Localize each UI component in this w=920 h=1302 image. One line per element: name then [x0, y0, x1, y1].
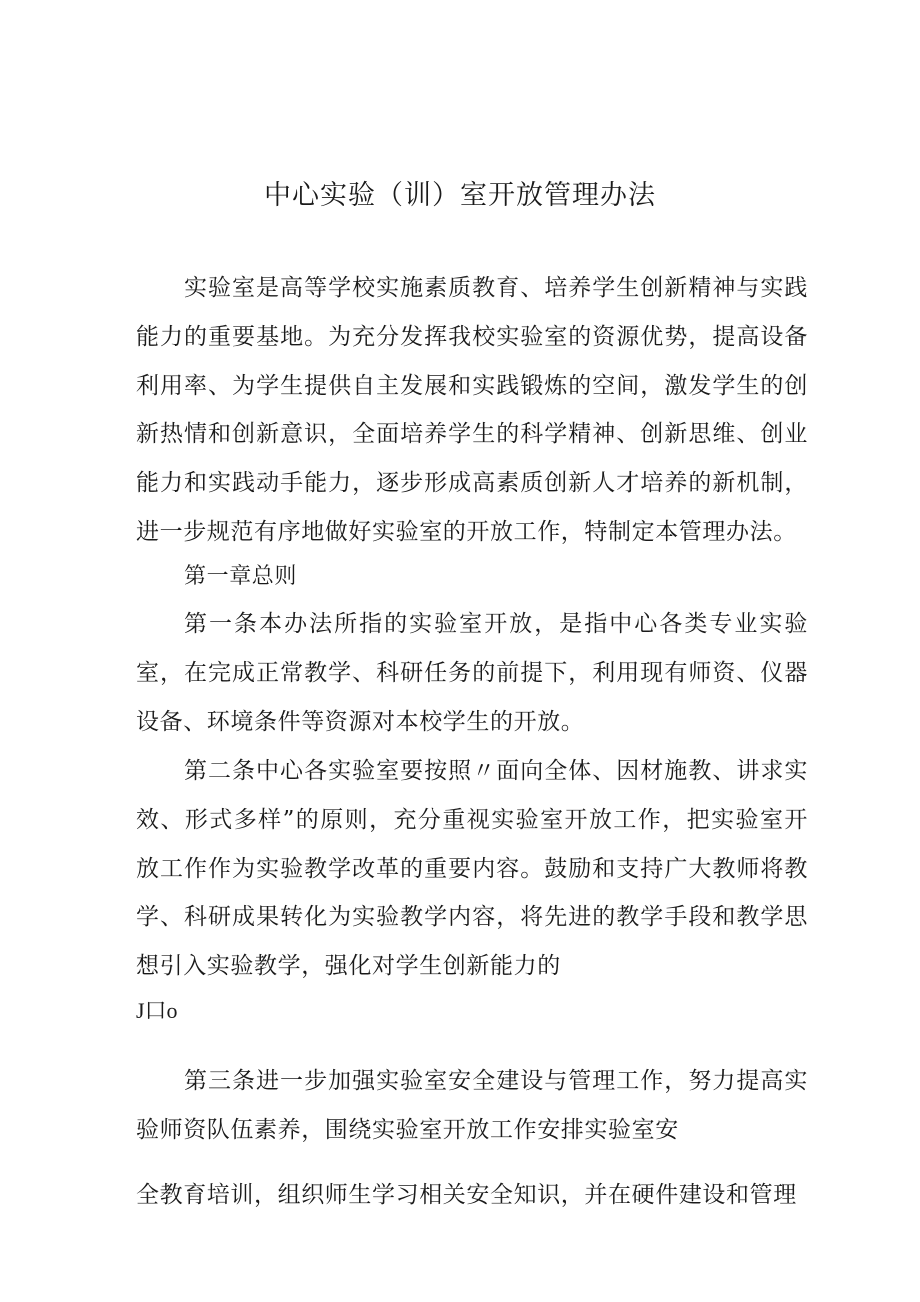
article-2-paragraph: 第二条中心各实验室要按照〃面向全体、因材施教、讲求实效、形式多样”的原则，充分重视实验室开放工作，把实验室开放工作作为实验教学改革的重要内容。鼓励和支持广大教师将教学、科研成果转化为实验教学内容，将先进的教学手段和教学思想引入实验教学，强化对学生创新能力的 [136, 758, 808, 980]
chapter-heading: 第一章总则 [184, 564, 298, 589]
continuation-text: 全教育培训，组织师生学习相关安全知识，并在硬件建设和管理 [136, 1182, 797, 1208]
article-1-paragraph: 第一条本办法所指的实验室开放，是指中心各类专业实验室，在完成正常教学、科研任务的前提下，利用现有师资、仪器设备、环境条件等资源对本校学生的开放。 [136, 611, 808, 735]
document-title: 中心实验（训）室开放管理办法 [264, 180, 656, 211]
intro-paragraph: 实验室是高等学校实施素质教育、培养学生创新精神与实践能力的重要基地。为充分发挥我校实验室的资源优势，提高设备利用率、为学生提供自主发展和实践锻炼的空间，激发学生的创新热情和创新意识，全面培养学生的科学精神、创新思维、创业能力和实践动手能力，逐步形成高素质创新人才培养的新机制，进一步规范有序地做好实验室的开放工作，特制定本管理办法。 [136, 275, 808, 545]
ocr-fragment-text: J口o [136, 998, 178, 1023]
article-3-paragraph: 第三条进一步加强实验室安全建设与管理工作，努力提高实验师资队伍素养，围绕实验室开放工作安排实验室安 [136, 1068, 808, 1143]
